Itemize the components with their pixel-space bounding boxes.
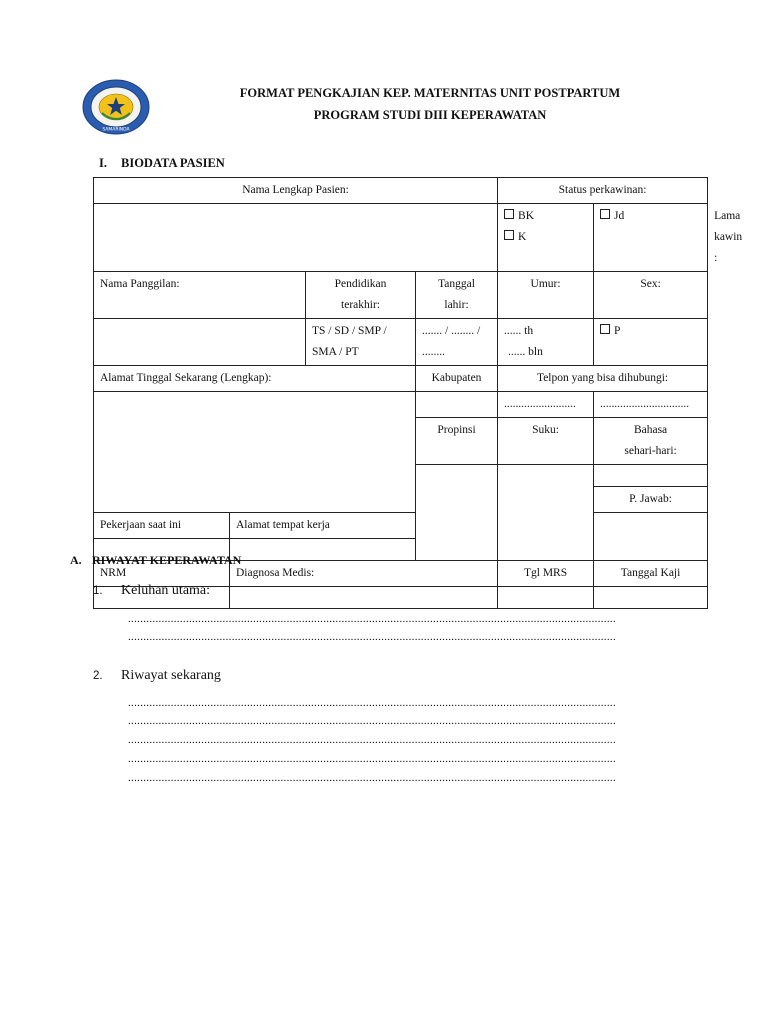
sex-p-label: P (614, 325, 621, 337)
sex-label: Sex: (594, 272, 708, 319)
status-jd-option[interactable] (600, 206, 701, 227)
section-riwayat-heading (70, 553, 241, 568)
institution-logo (82, 79, 150, 135)
sex-field (594, 319, 708, 366)
umur-label: Umur: (498, 272, 594, 319)
riwayat-line-2[interactable]: ................................................................................................................................................................ (128, 715, 616, 727)
diagnosa-label: Diagnosa Medis: (230, 561, 498, 587)
propinsi-label: Propinsi (416, 418, 498, 465)
alamat-label: Alamat Tinggal Sekarang (Lengkap): (94, 366, 416, 392)
keluhan-utama-item (93, 583, 210, 599)
umur-field[interactable] (498, 319, 594, 366)
tanggal-lahir-label (416, 272, 498, 319)
tanggal-label-2: lahir: (444, 299, 469, 311)
nrm-label: NRM (94, 561, 230, 587)
pendidikan-option-1: TS / SD / SMP / (312, 325, 387, 337)
umur-th: ...... th (504, 325, 534, 337)
pjawab-field[interactable] (594, 513, 708, 561)
nama-panggilan-field[interactable] (94, 319, 306, 366)
tanggal-fill-1: ....... / ........ / (422, 325, 481, 337)
form-title: FORMAT PENGKAJIAN KEP. MATERNITAS UNIT POSTPARTUM (239, 86, 621, 100)
status-bk-k-cell (498, 204, 594, 272)
section-title: BIODATA PASIEN (121, 156, 225, 170)
telpon-label: Telpon yang bisa dihubungi: (498, 366, 708, 392)
section-letter: A. (70, 553, 82, 567)
alamat-field[interactable] (94, 392, 416, 513)
suku-field[interactable] (498, 465, 594, 561)
tanggal-kaji-label: Tanggal Kaji (594, 561, 708, 587)
tgl-mrs-label: Tgl MRS (498, 561, 594, 587)
item-number: 1. (93, 585, 103, 597)
kabupaten-label: Kabupaten (416, 366, 498, 392)
section-number: I. (99, 156, 107, 170)
pendidikan-option-2: SMA / PT (312, 346, 359, 358)
status-bk-option[interactable] (504, 206, 587, 227)
tanggal-kaji-field[interactable] (594, 587, 708, 609)
telpon-field-1[interactable]: ......................... (498, 392, 594, 418)
form-subtitle: PROGRAM STUDI DIII KEPERAWATAN (313, 108, 547, 122)
k-label: K (518, 231, 527, 243)
biodata-table: Nama Lengkap Pasien: Status perkawinan: BK K Jd Lama kawin : Nama Panggilan: Pendidikan terakhir: Tanggal lahir: Umur: Sex: TS / SD / SMP / SMA / PT ....... / ........ / ........ ...... th ...... bln P Alamat Tinggal Sekarang (Lengkap): Kabupaten Telpon yang bisa dihubungi: ......................... ............................... Propinsi Suku: Bahasa sehari-hari: P. Jawab: Pekerjaan saat ini Alamat tempat kerja NRM Diagnosa Medis: Tgl MRS Tanggal Kaji (93, 177, 708, 609)
jd-label: Jd (614, 210, 625, 222)
riwayat-line-3[interactable]: ................................................................................................................................................................ (128, 734, 616, 746)
bk-label: BK (518, 210, 535, 222)
pekerjaan-label: Pekerjaan saat ini (94, 513, 230, 539)
bahasa-label-2: sehari-hari: (624, 445, 677, 457)
section-title: RIWAYAT KEPERAWATAN (92, 553, 242, 567)
pendidikan-label-2: terakhir: (341, 299, 380, 311)
nama-panggilan-label: Nama Panggilan: (94, 272, 306, 319)
section-biodata-heading (99, 156, 225, 171)
bahasa-label (594, 418, 708, 465)
alamat-kerja-label: Alamat tempat kerja (230, 513, 416, 539)
pjawab-label: P. Jawab: (594, 487, 708, 513)
checkbox-icon[interactable] (504, 230, 514, 240)
riwayat-line-4[interactable]: ................................................................................................................................................................ (128, 753, 616, 765)
pendidikan-label (306, 272, 416, 319)
suku-label: Suku: (498, 418, 594, 465)
tanggal-lahir-field[interactable] (416, 319, 498, 366)
pendidikan-options[interactable] (306, 319, 416, 366)
kabupaten-field[interactable] (416, 392, 498, 418)
checkbox-icon[interactable] (504, 209, 514, 219)
status-jd-cell (594, 204, 708, 272)
riwayat-line-5[interactable]: ................................................................................................................................................................ (128, 772, 616, 784)
keluhan-line-2[interactable]: ................................................................................................................................................................ (128, 631, 616, 643)
status-perkawinan-label: Status perkawinan: (498, 178, 708, 204)
riwayat-line-1[interactable]: ................................................................................................................................................................ (128, 697, 616, 709)
status-k-option[interactable] (504, 227, 587, 248)
keluhan-line-1[interactable]: ................................................................................................................................................................ (128, 613, 616, 625)
logo-text: SAMARINDA (102, 127, 130, 133)
umur-bln: ...... bln (508, 346, 543, 358)
bahasa-label-1: Bahasa (633, 424, 668, 436)
tanggal-label-1: Tanggal (438, 278, 475, 290)
bahasa-field[interactable] (594, 465, 708, 487)
sex-p-option[interactable] (600, 325, 620, 337)
propinsi-field[interactable] (416, 465, 498, 561)
nama-lengkap-label: Nama Lengkap Pasien: (94, 178, 498, 204)
tgl-mrs-field[interactable] (498, 587, 594, 609)
item-label: Keluhan utama: (121, 583, 211, 598)
checkbox-icon[interactable] (600, 324, 610, 334)
diagnosa-field[interactable] (230, 587, 498, 609)
nama-lengkap-field[interactable] (94, 204, 498, 272)
checkbox-icon[interactable] (600, 209, 610, 219)
telpon-field-2[interactable]: ............................... (594, 392, 708, 418)
item-number: 2. (93, 670, 103, 682)
pendidikan-label-1: Pendidikan (334, 278, 387, 290)
item-label: Riwayat sekarang (121, 668, 221, 683)
riwayat-sekarang-item (93, 668, 221, 684)
tanggal-fill-2: ........ (422, 346, 445, 358)
alamat-kerja-field[interactable] (230, 539, 416, 561)
